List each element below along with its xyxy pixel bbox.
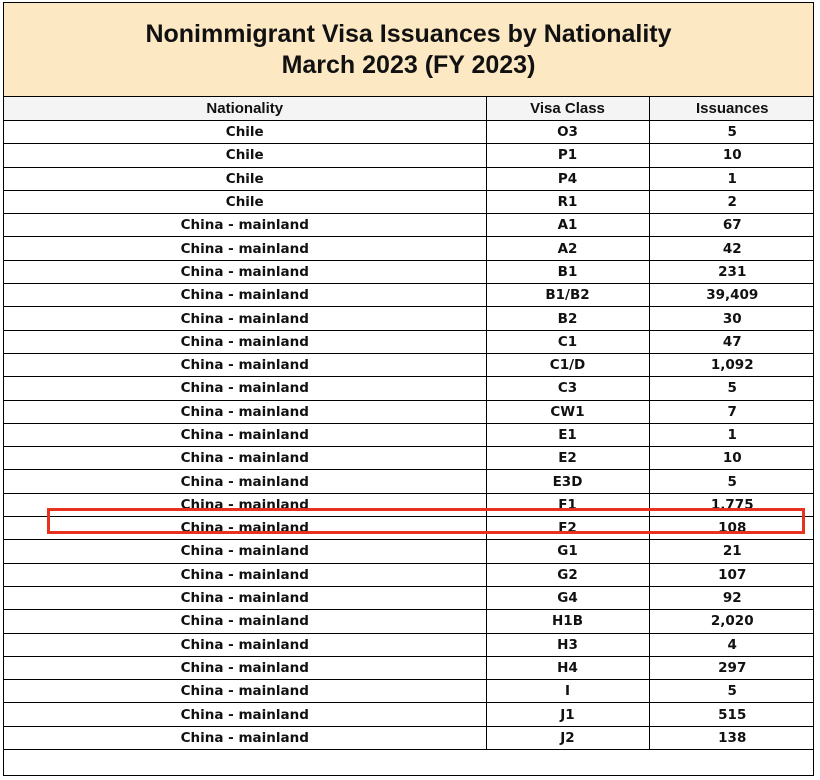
nationality-cell: China - mainland: [4, 353, 486, 376]
title-line-1: Nonimmigrant Visa Issuances by Nationality: [145, 19, 672, 48]
visa-class-cell: B2: [486, 307, 649, 330]
table-row: [4, 400, 814, 423]
issuances-cell: 67: [649, 214, 814, 237]
visa-class-cell: G1: [486, 540, 649, 563]
issuances-cell: 1,092: [649, 353, 814, 376]
issuances-cell: 92: [649, 586, 814, 609]
table-row: [4, 517, 814, 540]
table-body: [4, 121, 814, 750]
visa-class-cell: E2: [486, 447, 649, 470]
nationality-cell: China - mainland: [4, 726, 486, 749]
visa-class-cell: F1: [486, 493, 649, 516]
issuances-cell: 30: [649, 307, 814, 330]
visa-class-cell: CW1: [486, 400, 649, 423]
visa-class-cell: C1/D: [486, 353, 649, 376]
column-header-issuances: Issuances: [649, 97, 814, 121]
issuances-cell: 297: [649, 656, 814, 679]
issuances-cell: 2,020: [649, 610, 814, 633]
table-row: [4, 633, 814, 656]
table-row: [4, 656, 814, 679]
table-row-highlighted: [4, 493, 814, 516]
visa-class-cell: G4: [486, 586, 649, 609]
issuances-cell: 1: [649, 167, 814, 190]
table-row: [4, 470, 814, 493]
nationality-cell: China - mainland: [4, 307, 486, 330]
table-row: [4, 377, 814, 400]
table-row: [4, 307, 814, 330]
visa-class-cell: A2: [486, 237, 649, 260]
nationality-cell: China - mainland: [4, 633, 486, 656]
nationality-cell: China - mainland: [4, 377, 486, 400]
visa-class-cell: O3: [486, 121, 649, 144]
header-row: [4, 97, 814, 121]
table-row: [4, 144, 814, 167]
nationality-cell: China - mainland: [4, 284, 486, 307]
nationality-cell: China - mainland: [4, 447, 486, 470]
nationality-cell: China - mainland: [4, 586, 486, 609]
nationality-cell: China - mainland: [4, 400, 486, 423]
nationality-cell: China - mainland: [4, 470, 486, 493]
nationality-cell: China - mainland: [4, 237, 486, 260]
table-row: [4, 284, 814, 307]
visa-class-cell: B1: [486, 260, 649, 283]
visa-class-cell: H4: [486, 656, 649, 679]
nationality-cell: Chile: [4, 121, 486, 144]
nationality-cell: China - mainland: [4, 703, 486, 726]
table-row: [4, 586, 814, 609]
nationality-cell: China - mainland: [4, 540, 486, 563]
nationality-cell: China - mainland: [4, 214, 486, 237]
issuances-cell: 108: [649, 517, 814, 540]
nationality-cell: China - mainland: [4, 260, 486, 283]
issuances-cell: 231: [649, 260, 814, 283]
issuances-cell: 5: [649, 121, 814, 144]
visa-class-cell: P1: [486, 144, 649, 167]
visa-class-cell: C3: [486, 377, 649, 400]
visa-class-cell: A1: [486, 214, 649, 237]
table-row: [4, 353, 814, 376]
issuances-cell: 1,775: [649, 493, 814, 516]
issuances-cell: 7: [649, 400, 814, 423]
table-row: [4, 190, 814, 213]
visa-class-cell: J1: [486, 703, 649, 726]
table-row: [4, 167, 814, 190]
table-row: [4, 610, 814, 633]
nationality-cell: Chile: [4, 167, 486, 190]
table-row: [4, 540, 814, 563]
issuances-cell: 515: [649, 703, 814, 726]
issuances-cell: 21: [649, 540, 814, 563]
table-row: [4, 423, 814, 446]
issuance-table: [4, 97, 814, 750]
table-row: [4, 726, 814, 749]
nationality-cell: China - mainland: [4, 610, 486, 633]
nationality-cell: China - mainland: [4, 680, 486, 703]
visa-class-cell: G2: [486, 563, 649, 586]
visa-class-cell: C1: [486, 330, 649, 353]
issuances-cell: 138: [649, 726, 814, 749]
visa-class-cell: B1/B2: [486, 284, 649, 307]
nationality-cell: Chile: [4, 190, 486, 213]
table-row: [4, 330, 814, 353]
issuances-cell: 5: [649, 377, 814, 400]
nationality-cell: China - mainland: [4, 423, 486, 446]
visa-class-cell: I: [486, 680, 649, 703]
visa-issuance-document: [3, 2, 814, 776]
issuances-cell: 2: [649, 190, 814, 213]
nationality-cell: China - mainland: [4, 517, 486, 540]
visa-class-cell: E3D: [486, 470, 649, 493]
column-header-visa-class: Visa Class: [486, 97, 649, 121]
title-line-2: March 2023 (FY 2023): [281, 50, 536, 79]
visa-class-cell: R1: [486, 190, 649, 213]
issuances-cell: 10: [649, 144, 814, 167]
table-row: [4, 563, 814, 586]
issuances-cell: 4: [649, 633, 814, 656]
nationality-cell: China - mainland: [4, 330, 486, 353]
title-banner: [4, 3, 813, 97]
table-row: [4, 680, 814, 703]
table-row: [4, 121, 814, 144]
visa-class-cell: F2: [486, 517, 649, 540]
visa-class-cell: P4: [486, 167, 649, 190]
issuances-cell: 5: [649, 680, 814, 703]
visa-class-cell: H1B: [486, 610, 649, 633]
visa-class-cell: H3: [486, 633, 649, 656]
nationality-cell: China - mainland: [4, 493, 486, 516]
nationality-cell: China - mainland: [4, 563, 486, 586]
nationality-cell: China - mainland: [4, 656, 486, 679]
column-header-nationality: Nationality: [4, 97, 486, 121]
issuances-cell: 10: [649, 447, 814, 470]
issuances-cell: 5: [649, 470, 814, 493]
visa-class-cell: E1: [486, 423, 649, 446]
table-row: [4, 260, 814, 283]
issuances-cell: 107: [649, 563, 814, 586]
table-row: [4, 237, 814, 260]
issuances-cell: 42: [649, 237, 814, 260]
issuances-cell: 39,409: [649, 284, 814, 307]
nationality-cell: Chile: [4, 144, 486, 167]
issuances-cell: 47: [649, 330, 814, 353]
table-row: [4, 214, 814, 237]
visa-class-cell: J2: [486, 726, 649, 749]
table-row: [4, 703, 814, 726]
issuances-cell: 1: [649, 423, 814, 446]
table-row: [4, 447, 814, 470]
